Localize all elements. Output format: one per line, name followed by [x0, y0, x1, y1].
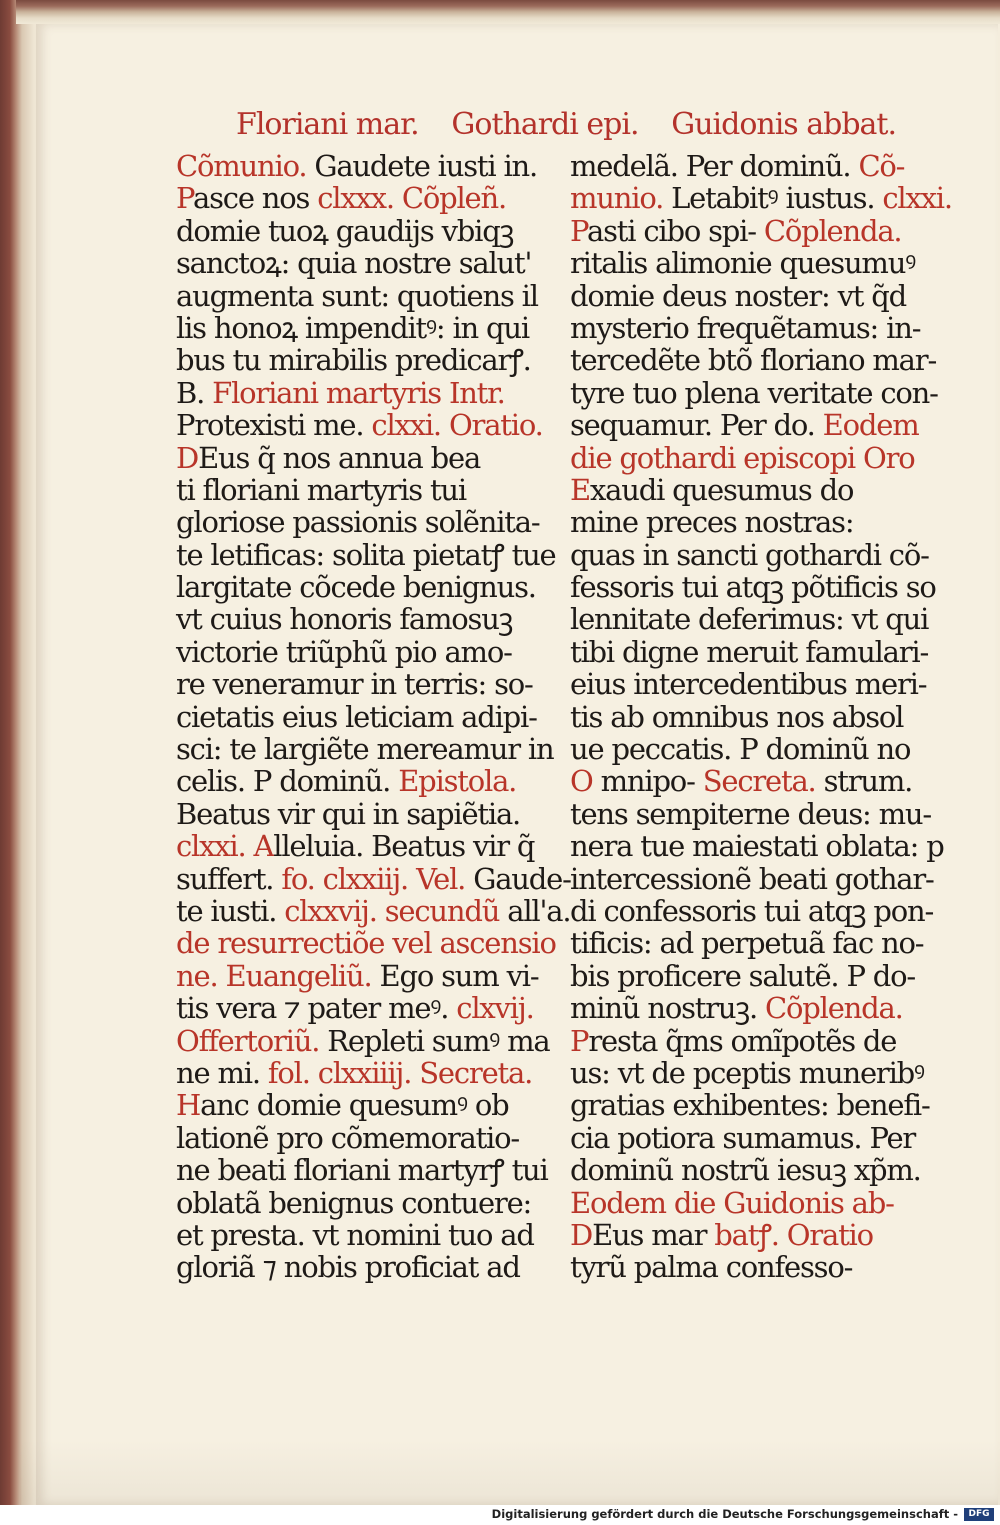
- rubric-text: H: [176, 1088, 201, 1123]
- rubric-text: Cõplenda.: [763, 213, 902, 248]
- header-floriani: Floriani mar.: [236, 106, 419, 142]
- body-text: all'a.: [499, 893, 571, 928]
- funding-notice: Digitalisierung gefördert durch die Deutsche Forschungsgemeinschaft -: [491, 1507, 958, 1521]
- body-text: us: vt de pceptis muneribꝰ: [570, 1055, 924, 1090]
- body-text: Ego sum vi-: [371, 958, 539, 993]
- text-line: [176, 1122, 521, 1154]
- text-line: [570, 1122, 915, 1154]
- header-gothardi: Gothardi epi.: [451, 106, 639, 142]
- body-text: resta q̃ms omĩpotẽs de: [588, 1023, 897, 1058]
- rubric-text: Epistola.: [398, 764, 517, 799]
- text-line: [176, 310, 529, 345]
- body-text: xaudi quesumus do: [589, 472, 854, 507]
- rubric-text: de resurrectiõe vel ascensio: [176, 926, 556, 961]
- rubric-text: Offertoriũ.: [176, 1023, 320, 1058]
- text-line: [570, 181, 952, 216]
- body-text: victorie triũphũ pio amo-: [176, 634, 512, 669]
- body-text: strum.: [815, 764, 913, 799]
- rubric-text: die gothardi episcopi Oro: [570, 440, 915, 475]
- body-text: tens sempiterne deus: mu-: [570, 796, 931, 831]
- rubric-text: fo. clxxiij. Vel.: [281, 861, 466, 896]
- body-text: medelã. Per dominũ.: [570, 149, 859, 183]
- body-text: ue peccatis. P dominũ no: [570, 732, 911, 767]
- text-line: [570, 442, 915, 474]
- body-text: Beatus vir qui in sapiẽtia.: [176, 796, 521, 831]
- body-text: eius intercedentibus meri-: [570, 667, 927, 702]
- rubric-text: Eodem: [822, 408, 919, 443]
- rubric-text: Cõplenda.: [765, 991, 903, 1026]
- rubric-text: clxxi. A: [176, 829, 274, 864]
- body-text: domie tuoꝝ gaudijs vbiqꝫ: [176, 213, 514, 248]
- rubric-text: ne. Euangeliũ.: [176, 958, 372, 993]
- book-top-edge: [16, 0, 1000, 24]
- text-line: [176, 798, 521, 830]
- text-line: [570, 570, 936, 605]
- text-line: [570, 829, 944, 864]
- text-line: [570, 1251, 915, 1283]
- header-guidonis: Guidonis abbat.: [671, 106, 896, 142]
- body-text: asce nos: [193, 181, 318, 216]
- text-line: [570, 215, 915, 247]
- text-line: [176, 926, 556, 961]
- text-line: [570, 926, 924, 961]
- body-text: cia potiora sumamus. Per: [570, 1120, 916, 1155]
- body-text: celis. P dominũ.: [176, 764, 399, 799]
- text-line: [176, 699, 537, 734]
- text-line: [176, 474, 521, 506]
- right-text-column: [570, 149, 952, 1285]
- body-text: tibi digne meruit famulari-: [570, 634, 929, 669]
- text-line: [176, 570, 536, 605]
- body-text: Eus mar: [592, 1217, 715, 1252]
- text-line: [570, 310, 921, 345]
- left-text-column: [176, 149, 571, 1285]
- rubric-text: clxvij.: [456, 991, 534, 1026]
- text-line: [176, 537, 556, 572]
- page-bottom-shade: [20, 1440, 1000, 1505]
- text-line: [176, 603, 521, 635]
- text-line: [176, 215, 521, 247]
- rubric-text: clxxvij. secundũ: [284, 893, 500, 928]
- body-text: tyrũ palma confesso-: [570, 1250, 853, 1285]
- text-line: [176, 765, 521, 797]
- text-line: [176, 1055, 533, 1090]
- body-text: ne mi.: [176, 1055, 268, 1090]
- body-text: cietatis eius leticiam adipi-: [176, 699, 537, 734]
- text-line: [570, 765, 915, 797]
- rubric-text: E: [570, 472, 590, 507]
- text-line: [176, 149, 538, 183]
- text-line: [570, 1088, 930, 1123]
- rubric-text: munio.: [570, 181, 664, 216]
- body-text: lennitate deferimus: vt qui: [570, 602, 929, 637]
- text-line: [176, 377, 521, 409]
- text-line: [176, 829, 535, 864]
- body-text: te letificas: solita pietatꝭ tue: [176, 537, 556, 572]
- body-text: minũ nostruꝫ.: [570, 991, 766, 1026]
- body-text: tercedẽte btõ floriano mar-: [570, 343, 937, 378]
- text-line: [570, 408, 919, 443]
- text-line: [176, 442, 521, 474]
- body-text: domie deus noster: vt q̃d: [570, 278, 906, 313]
- text-line: [570, 506, 915, 538]
- body-text: Protexisti me.: [176, 408, 372, 443]
- text-line: [570, 474, 915, 506]
- body-text: ritalis alimonie quesumuꝰ: [570, 246, 916, 281]
- text-line: [570, 1153, 921, 1188]
- body-text: Gaude-: [465, 861, 571, 896]
- body-text: mnipo-: [592, 764, 703, 799]
- text-line: [570, 1219, 915, 1251]
- rubric-text: D: [570, 1217, 593, 1252]
- body-text: tyre tuo plena veritate con-: [570, 375, 938, 410]
- footer-bar: [0, 1505, 1000, 1525]
- body-text: asti cibo spi-: [587, 213, 764, 248]
- text-line: [570, 1025, 915, 1057]
- running-header: [236, 104, 896, 144]
- rubric-text: P: [570, 213, 588, 248]
- body-text: intercessionẽ beati gothar-: [570, 861, 934, 896]
- body-text: lationẽ pro cõmemoratio-: [176, 1120, 519, 1155]
- text-line: [570, 992, 915, 1024]
- rubric-text: clxxi. Oratio.: [371, 408, 543, 443]
- body-text: et presta. vt nomini tuo ad: [176, 1217, 534, 1252]
- text-line: [176, 1023, 550, 1058]
- body-text: dominũ nostrũ iesuꝫ xp̃m.: [570, 1153, 921, 1188]
- text-line: [570, 247, 915, 279]
- body-text: re veneramur in terris: so-: [176, 667, 533, 702]
- body-text: gratias exhibentes: benefi-: [570, 1088, 930, 1123]
- body-text: tificis: ad perpetuã fac no-: [570, 926, 924, 961]
- text-line: [570, 667, 927, 702]
- text-line: [570, 280, 915, 312]
- body-text: oblatã benignus contuere:: [176, 1185, 532, 1220]
- body-text: Eus q̃ nos annua bea: [198, 440, 481, 475]
- text-line: [570, 893, 934, 928]
- body-text: Repleti sumꝰ ma: [319, 1023, 550, 1058]
- text-line: [176, 667, 533, 702]
- body-text: largitate cõcede benignus.: [176, 570, 536, 605]
- text-line: [176, 893, 571, 928]
- text-line: [176, 343, 531, 378]
- body-text: fessoris tui atqꝫ põtificis so: [570, 570, 936, 605]
- text-line: [176, 1153, 548, 1188]
- text-line: [570, 796, 931, 831]
- body-text: mysterio frequẽtamus: in-: [570, 310, 921, 345]
- body-text: mine preces nostras:: [570, 505, 854, 540]
- rubric-text: clxxi.: [882, 181, 952, 216]
- body-text: te iusti.: [176, 893, 285, 928]
- body-text: augmenta sunt: quotiens il: [176, 278, 538, 313]
- text-line: [570, 343, 937, 378]
- text-line: [570, 602, 929, 637]
- text-line: [570, 1055, 924, 1090]
- body-text: sci: te largiẽte mereamur in: [176, 732, 554, 767]
- dfg-logo: DFG: [964, 1508, 994, 1521]
- rubric-text: Cõmunio.: [176, 149, 307, 183]
- rubric-text: Secreta.: [702, 764, 816, 799]
- body-text: lleluia. Beatus vir q̃: [273, 829, 535, 864]
- body-text: tis ab omnibus nos absol: [570, 699, 904, 734]
- text-line: [570, 150, 915, 182]
- rubric-text: O: [570, 764, 593, 799]
- text-line: [176, 861, 571, 896]
- text-line: [176, 278, 538, 313]
- rubric-text: fol. clxxiiij. Secreta.: [267, 1055, 533, 1090]
- rubric-text: clxxx. Cõpleñ.: [317, 181, 507, 216]
- body-text: sanctoꝝ: quia nostre salut': [176, 246, 532, 281]
- body-text: lis honoꝝ impenditꝰ: in qui: [176, 310, 529, 345]
- body-text: B.: [176, 375, 205, 410]
- text-line: [570, 960, 915, 992]
- rubric-text: Eodem die Guidonis ab-: [570, 1185, 894, 1220]
- rubric-text: P: [570, 1023, 589, 1058]
- text-line: [176, 408, 543, 443]
- text-line: [176, 182, 521, 214]
- text-line: [570, 1187, 915, 1219]
- text-line: [176, 636, 521, 668]
- body-text: sequamur. Per do.: [570, 408, 823, 443]
- body-text: quas in sancti gothardi cõ-: [570, 537, 929, 572]
- body-text: bis proficere salutẽ. P do-: [570, 958, 916, 993]
- text-line: [176, 1185, 532, 1220]
- text-line: [570, 375, 938, 410]
- body-text: Gaudete iusti in.: [306, 149, 538, 183]
- text-line: [570, 701, 915, 733]
- body-text: gloriose passionis solẽnita-: [176, 505, 540, 540]
- text-line: [176, 958, 539, 993]
- body-text: gloriã ⁊ nobis proficiat ad: [176, 1250, 520, 1285]
- rubric-text: batꝭ. Oratio: [714, 1217, 873, 1252]
- body-text: vt cuius honoris famosuꝫ: [176, 602, 513, 637]
- body-text: tis vera ⁊ pater meꝰ.: [176, 991, 457, 1026]
- text-line: [176, 1089, 521, 1121]
- text-line: [176, 505, 540, 540]
- text-line: [570, 861, 934, 896]
- body-text: suffert.: [176, 861, 282, 896]
- text-line: [176, 732, 554, 767]
- rubric-text: D: [176, 440, 199, 475]
- rubric-text: Floriani martyris Intr.: [204, 375, 505, 410]
- body-text: Letabitꝰ iustus.: [663, 181, 883, 216]
- rubric-text: P: [176, 181, 194, 216]
- text-line: [176, 991, 534, 1026]
- body-text: bus tu mirabilis predicarꝭ.: [176, 343, 531, 378]
- text-line: [570, 733, 915, 765]
- text-line: [570, 537, 929, 572]
- rubric-text: Cõ-: [858, 149, 905, 183]
- body-text: anc domie quesumꝰ ob: [200, 1088, 509, 1123]
- text-line: [570, 634, 929, 669]
- body-text: di confessoris tui atqꝫ pon-: [570, 893, 934, 928]
- body-text: nera tue maiestati oblata: p: [570, 829, 944, 864]
- text-line: [176, 246, 532, 281]
- body-text: ti floriani martyris tui: [176, 472, 466, 507]
- body-text: ne beati floriani martyrꝭ tui: [176, 1153, 548, 1188]
- text-line: [176, 1217, 534, 1252]
- text-line: [176, 1251, 521, 1283]
